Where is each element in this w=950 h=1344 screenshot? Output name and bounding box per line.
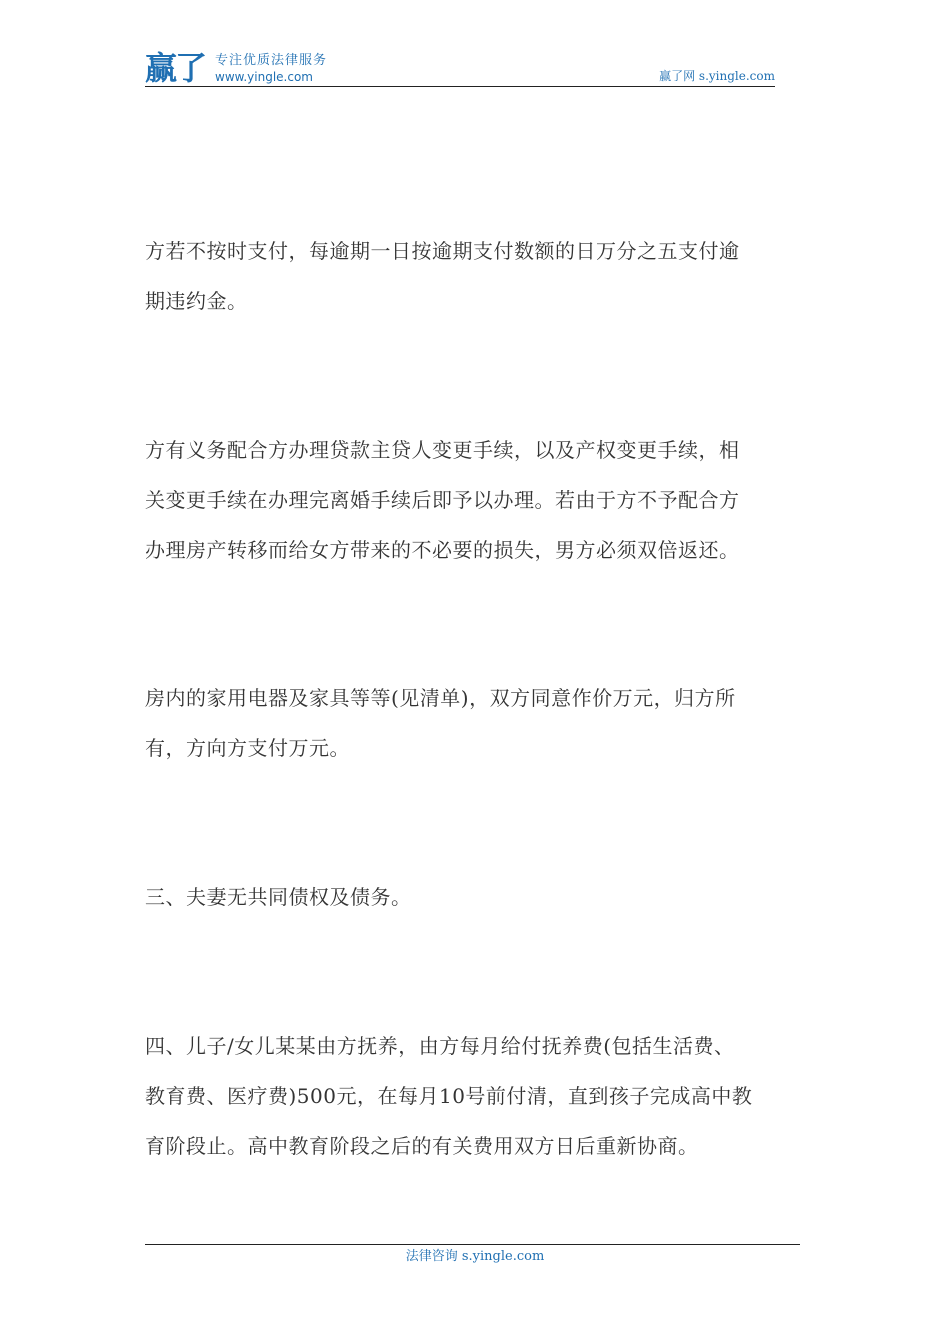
paragraph-line: 育阶段止。高中教育阶段之后的有关费用双方日后重新协商。 xyxy=(145,1134,699,1158)
logo-slogan: 专注优质法律服务 xyxy=(215,53,328,68)
paragraph-line: 方有义务配合方办理贷款主贷人变更手续，以及产权变更手续，相 xyxy=(145,438,740,462)
logo-url[interactable]: www.yingle.com xyxy=(215,70,313,84)
header-site-link[interactable]: 赢了网 s.yingle.com xyxy=(659,69,775,83)
paragraph-line: 关变更手续在办理完离婚手续后即予以办理。若由于方不予配合方 xyxy=(145,488,740,512)
paragraph-loan-transfer xyxy=(145,425,810,575)
paragraph-line: 有，方向方支付万元。 xyxy=(145,736,350,760)
page-header xyxy=(145,50,775,88)
paragraph-line: 教育费、医疗费)500元，在每月10号前付清，直到孩子完成高中教 xyxy=(145,1084,753,1108)
paragraph-line: 四、儿子/女儿某某由方抚养，由方每月给付抚养费(包括生活费、 xyxy=(145,1034,735,1058)
paragraph-line: 房内的家用电器及家具等等(见清单)，双方同意作价万元，归方所 xyxy=(145,686,736,710)
paragraph-furniture xyxy=(145,673,810,773)
paragraph-line: 方若不按时支付，每逾期一日按逾期支付数额的日万分之五支付逾 xyxy=(145,239,740,263)
header-divider xyxy=(145,86,775,87)
paragraph-line: 办理房产转移而给女方带来的不必要的损失，男方必须双倍返还。 xyxy=(145,538,740,562)
footer-consult-link[interactable]: 法律咨询 s.yingle.com xyxy=(405,1249,545,1264)
footer-divider xyxy=(145,1244,800,1245)
paragraph-line: 三、夫妻无共同债权及债务。 xyxy=(145,885,412,909)
paragraph-debts xyxy=(145,872,810,922)
paragraph-overdue-penalty xyxy=(145,226,810,326)
site-logo[interactable]: 赢了 xyxy=(145,49,206,87)
paragraph-child-support xyxy=(145,1021,810,1171)
paragraph-line: 期违约金。 xyxy=(145,289,248,313)
